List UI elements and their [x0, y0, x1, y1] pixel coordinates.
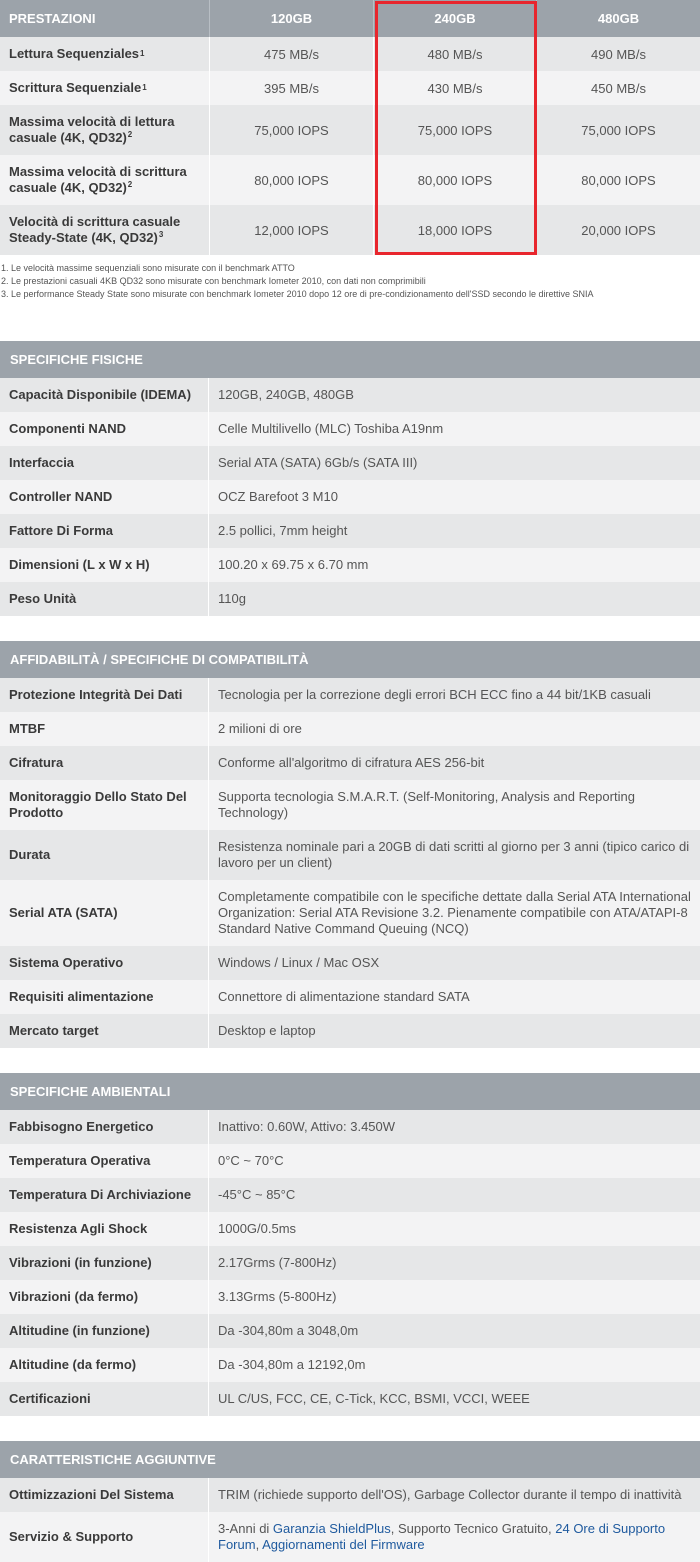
spec-label: Interfaccia: [0, 446, 209, 480]
table-row: [0, 105, 700, 155]
forum-support-link[interactable]: 24 Ore di Supporto Forum: [218, 1521, 666, 1552]
spec-label: Fabbisogno Energetico: [0, 1110, 209, 1144]
table-row: [0, 1382, 700, 1416]
spec-value: Desktop e laptop: [218, 1023, 316, 1038]
table-row: [0, 1246, 700, 1280]
row-label: Lettura Sequenziales 1: [0, 37, 210, 71]
cell-value: 80,000 IOPS: [581, 172, 656, 188]
table-row: [0, 1178, 700, 1212]
spec-label: Monitoraggio Dello Stato Del Prodotto: [0, 780, 209, 830]
table-row: [0, 1348, 700, 1382]
spec-label: Capacità Disponibile (IDEMA): [0, 378, 209, 412]
table-row: [0, 205, 700, 255]
table-row: [0, 378, 700, 412]
table-row: [0, 37, 700, 71]
cell-value: 12,000 IOPS: [210, 205, 374, 255]
spec-label: Servizio & Supporto: [0, 1512, 209, 1562]
spec-value: 3.13Grms (5-800Hz): [218, 1289, 337, 1304]
footnotes: [0, 262, 700, 301]
spec-label: Temperatura Di Archiviazione: [0, 1178, 209, 1212]
table-row: [0, 830, 700, 880]
spec-label: Serial ATA (SATA): [0, 880, 209, 946]
spec-value: 2.5 pollici, 7mm height: [218, 523, 348, 538]
cell-value: 430 MB/s: [374, 71, 537, 105]
table-row: [0, 1280, 700, 1314]
spec-label: Cifratura: [0, 746, 209, 780]
cell-value: 75,000 IOPS: [374, 105, 537, 155]
spec-value: Connettore di alimentazione standard SATA: [218, 989, 470, 1004]
spec-value: Inattivo: 0.60W, Attivo: 3.450W: [218, 1119, 396, 1134]
row-label: Massima velocità di scrittura casuale (4K, QD32)$^2$: [0, 155, 210, 205]
spec-value: OCZ Barefoot 3 M10: [218, 489, 338, 504]
table-row: [0, 446, 700, 480]
table-row: [0, 582, 700, 616]
spec-label: Fattore Di Forma: [0, 514, 209, 548]
reliability-section: [0, 641, 700, 1048]
section-title: CARATTERISTICHE AGGIUNTIVE: [0, 1441, 700, 1478]
spec-value: 2 milioni di ore: [218, 721, 302, 736]
spec-label: Protezione Integrità Dei Dati: [0, 678, 209, 712]
shieldplus-warranty-link[interactable]: Garanzia ShieldPlus: [272, 1521, 391, 1536]
cell-value: 395 MB/s: [210, 71, 374, 105]
table-row: [0, 1110, 700, 1144]
footnote: 1. Le velocità massime sequenziali sono misurate con il benchmark ATTO: [1, 263, 295, 273]
environmental-section: [0, 1073, 700, 1416]
spec-value: -45°C ~ 85°C: [218, 1187, 296, 1202]
table-row: [0, 746, 700, 780]
performance-table: [0, 0, 700, 255]
table-row: [0, 71, 700, 105]
spec-label: MTBF: [0, 712, 209, 746]
col-480gb: 480GB: [597, 11, 640, 26]
spec-label: Resistenza Agli Shock: [0, 1212, 209, 1246]
col-240gb: 240GB: [374, 0, 537, 37]
table-row: [0, 514, 700, 548]
table-row: [0, 412, 700, 446]
spec-label: Temperatura Operativa: [0, 1144, 209, 1178]
row-label: Scrittura Sequenziale 1: [0, 71, 210, 105]
spec-value: 1000G/0.5ms: [218, 1221, 297, 1236]
row-label: Velocità di scrittura casuale Steady-State (4K, QD32)$^3$: [0, 205, 210, 255]
spec-value: Tecnologia per la correzione degli errori BCH ECC fino a 44 bit/1KB casuali: [218, 687, 651, 702]
spec-label: Vibrazioni (in funzione): [0, 1246, 209, 1280]
table-row: [0, 946, 700, 980]
footnote: 2. Le prestazioni casuali 4KB QD32 sono misurate con benchmark Iometer 2010, con dati non comprimibili: [1, 276, 426, 286]
spec-label: Requisiti alimentazione: [0, 980, 209, 1014]
cell-value: 80,000 IOPS: [374, 155, 537, 205]
spec-value: UL C/US, FCC, CE, C-Tick, KCC, BSMI, VCCI, WEEE: [218, 1391, 530, 1406]
additional-section: [0, 1441, 700, 1562]
cell-value: 475 MB/s: [210, 37, 374, 71]
spec-label: Altitudine (da fermo): [0, 1348, 209, 1382]
performance-title: PRESTAZIONI: [0, 0, 210, 37]
spec-label: Sistema Operativo: [0, 946, 209, 980]
spec-label: Certificazioni: [0, 1382, 209, 1416]
spec-label: Vibrazioni (da fermo): [0, 1280, 209, 1314]
cell-value: 490 MB/s: [591, 46, 646, 62]
table-row: [0, 480, 700, 514]
table-row: [0, 678, 700, 712]
table-row: [0, 980, 700, 1014]
spec-value: TRIM (richiede supporto dell'OS), Garbage Collector durante il tempo di inattività: [218, 1487, 682, 1502]
table-row: [0, 712, 700, 746]
table-row: [0, 880, 700, 946]
row-label: Massima velocità di lettura casuale (4K, QD32)$^2$: [0, 105, 210, 155]
spec-value: Celle Multilivello (MLC) Toshiba A19nm: [218, 421, 444, 436]
spec-value: 0°C ~ 70°C: [218, 1153, 284, 1168]
spec-label: Altitudine (in funzione): [0, 1314, 209, 1348]
spec-label: Dimensioni (L x W x H): [0, 548, 209, 582]
section-title: SPECIFICHE AMBIENTALI: [0, 1073, 700, 1110]
table-row: [0, 1512, 700, 1562]
section-title: SPECIFICHE FISICHE: [0, 341, 700, 378]
spec-value: Da -304,80m a 12192,0m: [218, 1357, 366, 1372]
spec-label: Durata: [0, 830, 209, 880]
table-row: [0, 1014, 700, 1048]
footnote: 3. Le performance Steady State sono misurate con benchmark Iometer 2010 dopo 12 ore di pre-condizionamento dell'SSD secondo le direttive SNIA: [1, 289, 594, 299]
spec-label: Mercato target: [0, 1014, 209, 1048]
table-row: [0, 548, 700, 582]
col-120gb: 120GB: [210, 0, 374, 37]
cell-value: 18,000 IOPS: [374, 205, 537, 255]
spec-label: Controller NAND: [0, 480, 209, 514]
table-row: [0, 1144, 700, 1178]
performance-header: [0, 0, 700, 37]
table-row: [0, 780, 700, 830]
spec-value: 3-Anni di Garanzia ShieldPlus, Supporto Tecnico Gratuito, 24 Ore di Supporto Forum, Aggiornamenti del Firmware: [218, 1521, 666, 1552]
cell-value: 75,000 IOPS: [210, 105, 374, 155]
spec-label: Peso Unità: [0, 582, 209, 616]
spec-value: Serial ATA (SATA) 6Gb/s (SATA III): [218, 455, 418, 470]
table-row: [0, 155, 700, 205]
table-row: [0, 1212, 700, 1246]
cell-value: 480 MB/s: [374, 37, 537, 71]
spec-value: Conforme all'algoritmo di cifratura AES 256-bit: [218, 755, 485, 770]
spec-label: Ottimizzazioni Del Sistema: [0, 1478, 209, 1512]
spec-value: Supporta tecnologia S.M.A.R.T. (Self-Monitoring, Analysis and Reporting Technology): [218, 789, 635, 820]
table-row: [0, 1478, 700, 1512]
physical-specs-section: [0, 341, 700, 616]
spec-value: 100.20 x 69.75 x 6.70 mm: [218, 557, 369, 572]
spec-value: Windows / Linux / Mac OSX: [218, 955, 380, 970]
section-title: AFFIDABILITÀ / SPECIFICHE DI COMPATIBILITÀ: [0, 641, 700, 678]
spec-label: Componenti NAND: [0, 412, 209, 446]
cell-value: 75,000 IOPS: [581, 122, 656, 138]
spec-value: 120GB, 240GB, 480GB: [218, 387, 354, 402]
spec-value: 2.17Grms (7-800Hz): [218, 1255, 337, 1270]
table-row: [0, 1314, 700, 1348]
cell-value: 450 MB/s: [591, 80, 646, 96]
spec-value: 110g: [218, 591, 246, 606]
cell-value: 80,000 IOPS: [210, 155, 374, 205]
spec-value: Resistenza nominale pari a 20GB di dati scritti al giorno per 3 anni (tipico carico di lavoro per un client): [218, 839, 690, 870]
firmware-updates-link[interactable]: Aggiornamenti del Firmware: [262, 1537, 425, 1552]
cell-value: 20,000 IOPS: [581, 222, 656, 238]
spec-value: Completamente compatibile con le specifiche dettate dalla Serial ATA International Organization: Serial ATA Revisione 3.2. Pienamente compatibile con ATA/ATAPI-8 Standard Native Command Queuing (NCQ): [218, 889, 691, 936]
spec-value: Da -304,80m a 3048,0m: [218, 1323, 359, 1338]
